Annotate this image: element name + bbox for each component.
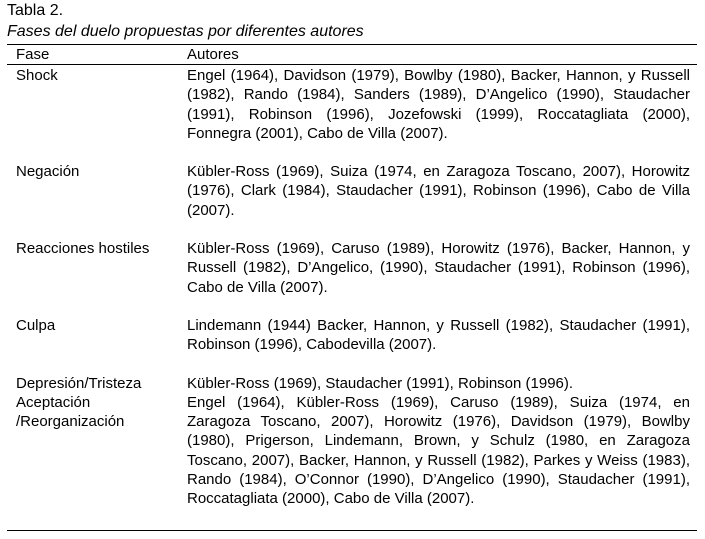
table-row xyxy=(0,239,705,297)
autores-cell: Kübler-Ross (1969), Suiza (1974, en Zaragoza Toscano, 2007), Horowitz (1976), Clark (1984), Staudacher (1991), Robinson (1996), Cabo de Villa (2007). xyxy=(187,163,690,219)
fase-cell: Negación xyxy=(16,163,80,181)
fase-cell: Aceptación /Reorganización xyxy=(16,393,125,431)
autores-cell: Engel (1964), Davidson (1979), Bowlby (1980), Backer, Hannon, y Russell (1982), Rando (1984), Sanders (1989), D’Angelico (1990), Staudacher (1991), Robinson (1996), Jozefowski (1999), Roccatagliata (2000), Fonnegra (2001), Cabo de Villa (2007). xyxy=(187,67,690,142)
table-caption-label: Tabla 2. xyxy=(7,2,64,19)
column-header-autores: Autores xyxy=(187,46,239,63)
fase-cell: Reacciones hostiles xyxy=(16,240,150,258)
autores-cell: Engel (1964), Kübler-Ross (1969), Caruso (1989), Suiza (1974, en Zaragoza Toscano, 2007), Horowitz (1976), Davidson (1979), Bowlby (1980), Prigerson, Lindemann, Brown, y Schulz (1980, en Zaragoza Toscano, 2007), Backer, Hannon, y Russell (1982), Parkes y Weiss (1983), Rando (1984), O’Connor (1990), D’Angelico (1990), Staudacher (1991), Roccatagliata (2000), Cabo de Villa (2007). xyxy=(187,393,690,508)
fase-cell: Depresión/Tristeza xyxy=(16,374,142,392)
table-row xyxy=(0,66,705,143)
table-row xyxy=(0,374,705,393)
table-row xyxy=(0,393,705,509)
table-body xyxy=(0,66,705,509)
table-row xyxy=(0,316,705,355)
table-caption-title: Fases del duelo propuestas por diferentes autores xyxy=(7,23,364,40)
autores-cell: Kübler-Ross (1969), Staudacher (1991), Robinson (1996). xyxy=(187,374,574,392)
fase-cell: Shock xyxy=(16,67,58,84)
table-header-rule xyxy=(7,64,697,65)
table-top-rule xyxy=(7,44,697,45)
autores-cell: Lindemann (1944) Backer, Hannon, y Russell (1982), Staudacher (1991), Robinson (1996), Cabodevilla (2007). xyxy=(187,316,690,354)
table-row xyxy=(0,162,705,220)
table-bottom-rule xyxy=(7,530,697,531)
column-header-fase: Fase xyxy=(16,46,50,63)
fase-cell: Culpa xyxy=(16,316,56,334)
autores-cell: Kübler-Ross (1969), Caruso (1989), Horowitz (1976), Backer, Hannon, y Russell (1982), D’Angelico, (1990), Staudacher (1991), Robinson (1996), Cabo de Villa (2007). xyxy=(187,240,690,296)
